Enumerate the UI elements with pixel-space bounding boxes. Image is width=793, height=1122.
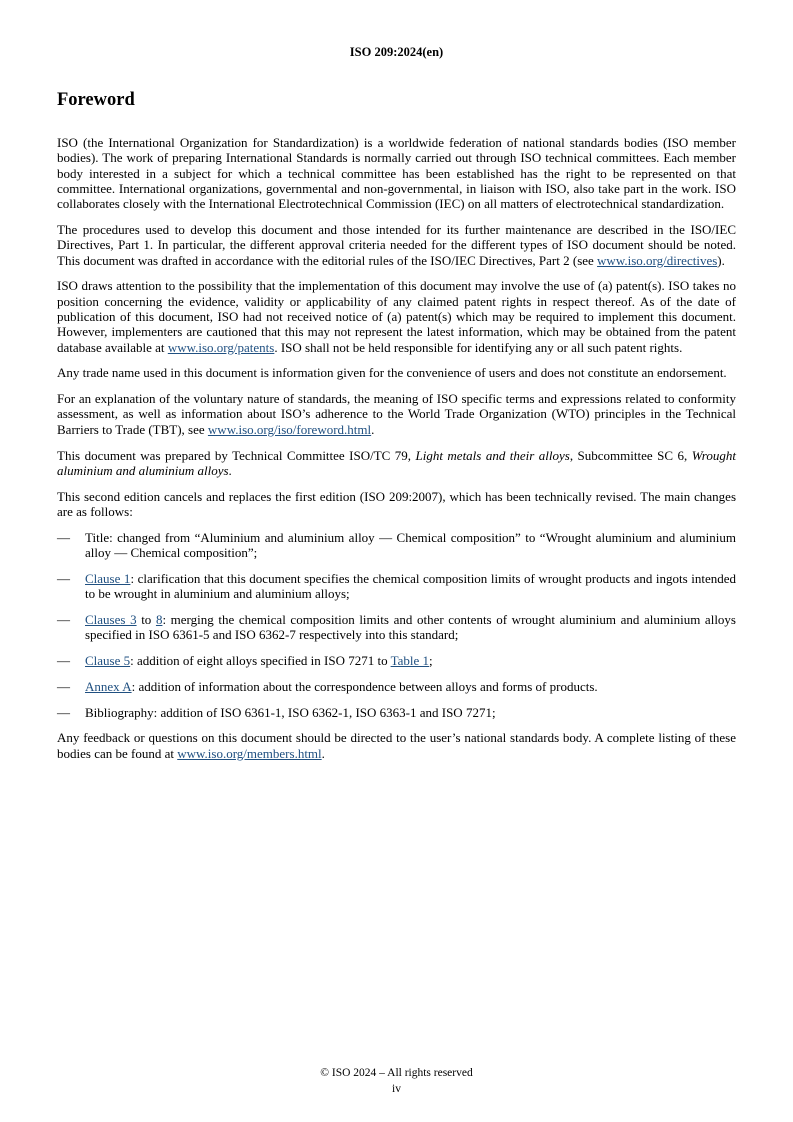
- iso-patents-link[interactable]: www.iso.org/patents: [167, 339, 275, 355]
- change-item-annex-a: [57, 679, 736, 694]
- text-run: ).: [717, 252, 725, 268]
- text-run: Light metals and their alloys: [415, 447, 570, 463]
- document-header: [57, 45, 736, 59]
- paragraph-committee: [57, 448, 736, 479]
- dash-marker: —: [57, 529, 70, 545]
- iso-members-link[interactable]: www.iso.org/members.html: [177, 745, 322, 761]
- dash-marker: —: [57, 611, 70, 627]
- change-item-text: [85, 679, 736, 694]
- change-item-text: [85, 653, 736, 668]
- document-id: ISO 209:2024(en): [349, 45, 444, 59]
- text-run: , Subcommittee SC 6,: [569, 447, 692, 463]
- text-run: .: [371, 421, 375, 437]
- paragraph-patents: [57, 278, 736, 354]
- change-item-text: [85, 571, 736, 602]
- paragraph-federation: [57, 135, 736, 211]
- dash-marker: —: [57, 570, 70, 586]
- change-item-text: [85, 612, 736, 643]
- paragraph-edition: [57, 489, 736, 520]
- change-item-text: [85, 530, 736, 561]
- page-number: iv: [392, 1082, 401, 1095]
- text-run: : merging the chemical composition limits and other contents of wrought aluminium and aluminium alloys specified in ISO 6361-5 and ISO 6362-7 respectively into this standard;: [85, 611, 736, 643]
- page-title: Foreword: [57, 90, 135, 110]
- clauses-3-link[interactable]: Clauses 3: [85, 611, 137, 627]
- iso-directives-link[interactable]: www.iso.org/directives: [597, 252, 718, 268]
- paragraph-trade-name: [57, 365, 736, 380]
- text-run: : addition of eight alloys specified in ISO 7271 to: [130, 653, 391, 669]
- dash-marker: —: [57, 704, 70, 720]
- text-run: : addition of information about the correspondence between alloys and forms of products.: [131, 678, 598, 694]
- text-run: This second edition cancels and replaces the first edition (ISO 209:2007), which has been technically revised. The main changes are as follows:: [57, 488, 736, 519]
- text-run: ;: [429, 653, 433, 669]
- text-run: ISO draws attention to the possibility that the implementation of this document may involve the use of (a) patent(s). ISO takes no position concerning the evidence, validity or applicability of any claimed patent rights in respect thereof. As of the date of publication of this document, ISO had not received notice of (a) patent(s) which may be required to implement this document. However, implementers are cautioned that this may not represent the latest information, which may be obtained from the patent database available at: [57, 278, 736, 355]
- iso-foreword-link[interactable]: www.iso.org/iso/foreword.html: [207, 421, 372, 437]
- text-run: ISO (the International Organization for Standardization) is a worldwide federation of national standards bodies (ISO member bodies). The work of preparing International Standards is normally carried out through ISO technical committees. Each member body interested in a subject for which a technical committee has been established has the right to be represented on that committee. International organizations, governmental and non-governmental, in liaison with ISO, also take part in the work. ISO collaborates closely with the International Electrotechnical Commission (IEC) on all matters of electrotechnical standardization.: [57, 135, 736, 212]
- paragraph-procedures: [57, 222, 736, 268]
- clause-5-link[interactable]: Clause 5: [85, 653, 131, 669]
- text-run: Bibliography: addition of ISO 6361-1, ISO 6362-1, ISO 6363-1 and ISO 7271;: [85, 704, 496, 720]
- text-run: Wrought aluminium and aluminium alloys: [57, 447, 736, 478]
- change-item-clause-1: [57, 571, 736, 602]
- text-run: : clarification that this document specifies the chemical composition limits of wrought products and ingots intended to be wrought in aluminium and aluminium alloys;: [85, 570, 736, 602]
- text-run: Any trade name used in this document is information given for the convenience of users and does not constitute an endorsement.: [57, 365, 727, 381]
- clause-1-link[interactable]: Clause 1: [85, 570, 131, 586]
- change-item-bibliography: [57, 705, 736, 720]
- change-item-clauses-3-8: [57, 612, 736, 643]
- text-run: For an explanation of the voluntary nature of standards, the meaning of ISO specific terms and expressions related to conformity assessment, as well as information about ISO’s adherence to the World Trade Organization (WTO) principles in the Technical Barriers to Trade (TBT), see: [57, 391, 736, 437]
- dash-marker: —: [57, 653, 70, 669]
- annex-a-link[interactable]: Annex A: [85, 678, 132, 694]
- copyright-notice: © ISO 2024 – All rights reserved: [320, 1067, 473, 1079]
- change-item-clause-5: [57, 653, 736, 668]
- text-run: . ISO shall not be held responsible for identifying any or all such patent rights.: [274, 339, 683, 355]
- text-run: .: [321, 745, 325, 761]
- paragraph-wto: [57, 391, 736, 437]
- text-run: to: [136, 611, 156, 627]
- clause-8-link[interactable]: 8: [155, 611, 163, 627]
- text-run: This document was prepared by Technical Committee ISO/TC 79,: [57, 447, 416, 463]
- text-run: The procedures used to develop this document and those intended for its further maintenance are described in the ISO/IEC Directives, Part 1. In particular, the different approval criteria needed for the different types of ISO document should be noted. This document was drafted in accordance with the editorial rules of the ISO/IEC Directives, Part 2 (see: [57, 221, 736, 268]
- text-run: .: [228, 462, 232, 478]
- page-footer: [0, 1066, 793, 1097]
- dash-marker: —: [57, 678, 70, 694]
- text-run: Any feedback or questions on this document should be directed to the user’s national standards body. A complete listing of these bodies can be found at: [57, 730, 736, 761]
- change-item-text: [85, 705, 736, 720]
- text-run: Title: changed from “Aluminium and aluminium alloy — Chemical composition” to “Wrought aluminium and aluminium alloy — Chemical composition”;: [85, 529, 736, 561]
- table-1-link[interactable]: Table 1: [390, 653, 430, 669]
- change-item-title: [57, 530, 736, 561]
- paragraph-feedback: [57, 730, 736, 761]
- changes-list: [57, 530, 736, 720]
